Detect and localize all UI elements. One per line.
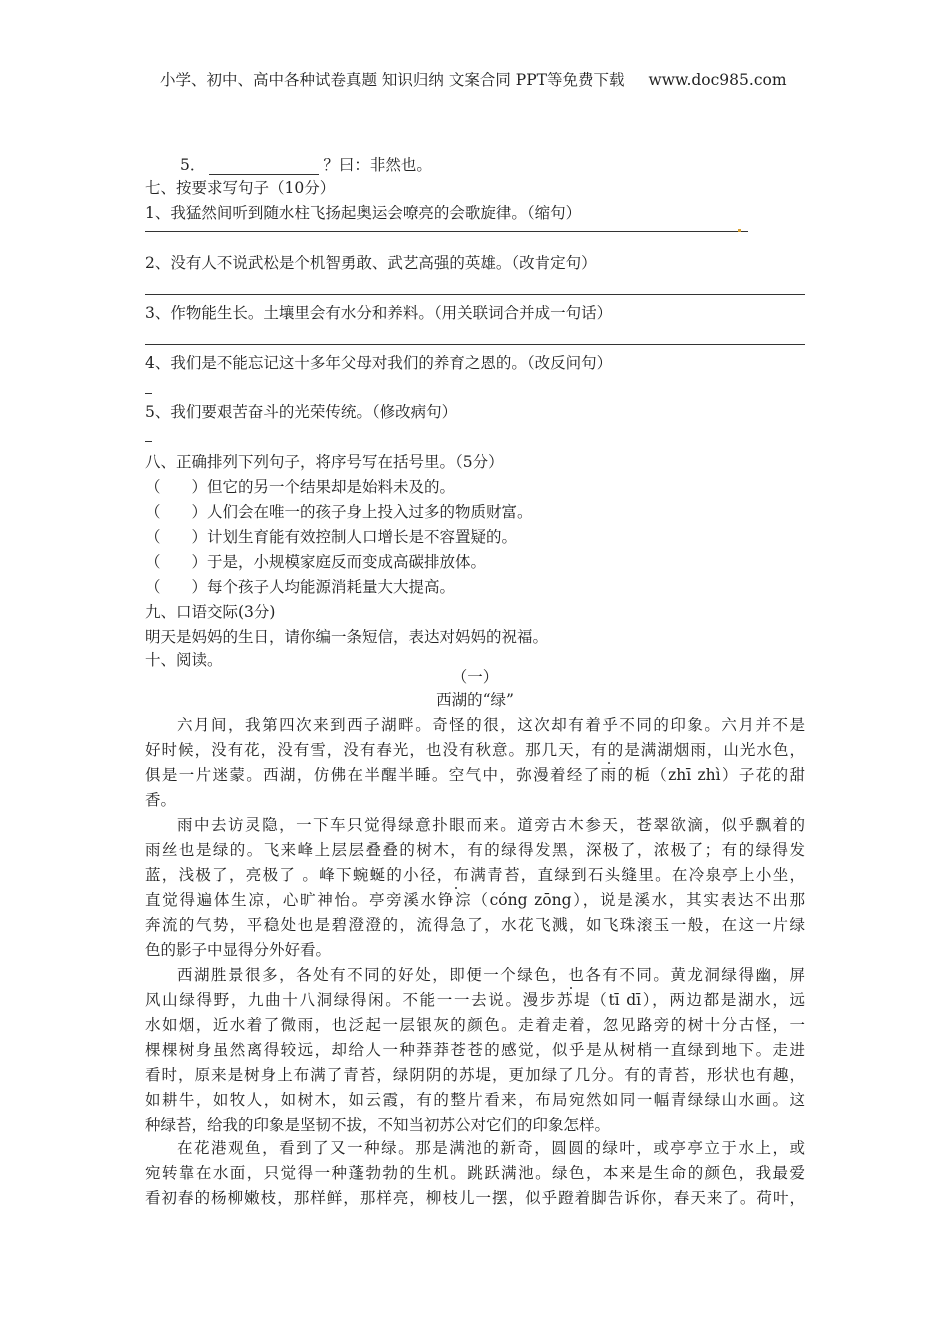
answer-line[interactable] (145, 393, 152, 394)
text-line: 棵棵树身虽然离得较远，却给人一种莽莽苍苍的感觉，似乎是从树梢一直绿到地下。走进 (145, 1041, 805, 1059)
section-7-title: 七、按要求写句子（10分） (145, 179, 336, 197)
s8-item-text: 但它的另一个结果却是始料未及的。 (207, 478, 456, 496)
text-line: 六月间，我第四次来到西子湖畔。奇怪的很，这次却有着乎不同的印象。六月并不是 (177, 716, 805, 734)
text-line: 雨丝也是绿的。飞来峰上层层叠叠的树木，有的绿得发黑，深极了，浓极了；有的绿得发 (145, 841, 805, 859)
s8-item (145, 477, 455, 497)
text-line: 雨中去访灵隐，一下车只觉得绿意扑眼而来。道旁古木参天，苍翠欲滴，似乎飘着的 (177, 816, 805, 834)
answer-bracket[interactable]: （ ） (145, 478, 208, 496)
text-line: 奔流的气势，平稳处也是碧澄澄的，流得急了，水花飞溅，如飞珠滚玉一般，在这一片绿 (145, 916, 805, 934)
answer-line[interactable] (145, 344, 805, 345)
text-line: 蓝，浅极了，亮极了 。峰下蜿蜒的小径，布满青苔，直绿到石头缝里。在冷泉亭上小坐， (145, 866, 805, 884)
emphasis-dot (608, 762, 610, 764)
text-line: 看初春的杨柳嫩枝，那样鲜，那样亮，柳枝儿一摆，似乎蹬着脚告诉你，春天来了。荷叶， (145, 1189, 805, 1207)
s8-item-text: 人们会在唯一的孩子身上投入过多的物质财富。 (207, 503, 533, 521)
text-line: 在花港观鱼，看到了又一种绿。那是满池的新奇，圆圆的绿叶，或亭亭立于水上，或 (177, 1139, 805, 1157)
answer-bracket[interactable]: （ ） (145, 553, 208, 571)
page-header (160, 70, 787, 90)
s7-item: 4、我们是不能忘记这十多年父母对我们的养育之恩的。（改反问句） (145, 354, 613, 372)
q-text: ？曰：非然也。 (323, 156, 432, 174)
answer-line[interactable] (145, 231, 748, 232)
question-5 (180, 155, 432, 175)
text-line: 宛转靠在水面，只觉得一种蓬勃勃的生机。跳跃满池。绿色，本来是生命的颜色，我最爱 (145, 1164, 805, 1182)
s8-item-text: 每个孩子人均能源消耗量大大提高。 (207, 578, 456, 596)
section-8-title: 八、正确排列下列句子，将序号写在括号里。（5分） (145, 453, 504, 471)
part-label: （一） (451, 668, 499, 686)
text-line: 西湖胜景很多，各处有不同的好处，即便一个绿色，也各有不同。黄龙洞绿得幽，屏 (177, 966, 805, 984)
section-10-title: 十、阅读。 (145, 651, 223, 669)
text-line: 俱是一片迷蒙。西湖，仿佛在半醒半睡。空气中，弥漫着经了雨的栀（zhī zhì）子花的甜 (145, 766, 805, 784)
text-line: 风山绿得野，九曲十八洞绿得闲。不能一一去说。漫步苏堤（tī dī），两边都是湖水，远 (145, 991, 805, 1009)
text-line: 看时，原来是树身上布满了青苔，绿阴阴的苏堤，更加绿了几分。有的青苔，形状也有趣， (145, 1066, 805, 1084)
s8-item (145, 552, 486, 572)
section-9-title: 九、口语交际(3分) (145, 603, 276, 621)
answer-line[interactable] (145, 294, 805, 295)
text-line: 好时候，没有花，没有雪，没有春光，也没有秋意。那几天，有的是满湖烟雨，山光水色， (145, 741, 805, 759)
s7-item: 2、没有人不说武松是个机智勇敢、武艺高强的英雄。（改肯定句） (145, 254, 597, 272)
text-line: 色的影子中显得分外好看。 (145, 941, 332, 959)
answer-line[interactable] (145, 441, 152, 442)
answer-bracket[interactable]: （ ） (145, 578, 208, 596)
answer-bracket[interactable]: （ ） (145, 503, 208, 521)
emphasis-dot (570, 987, 572, 989)
s7-item: 3、作物能生长。土壤里会有水分和养料。（用关联词合并成一句话） (145, 304, 613, 322)
s8-item (145, 502, 533, 522)
text-line: 香。 (145, 791, 177, 809)
s8-item (145, 527, 517, 547)
s8-item (145, 577, 455, 597)
s7-item: 5、我们要艰苦奋斗的光荣传统。（修改病句） (145, 403, 458, 421)
essay-title: 西湖的“绿” (436, 691, 514, 709)
q-num: 5． (180, 156, 206, 174)
s9-prompt: 明天是妈妈的生日，请你编一条短信，表达对妈妈的祝福。 (145, 628, 549, 646)
s8-item-text: 于是，小规模家庭反而变成高碳排放体。 (207, 553, 487, 571)
text-line: 水如烟，近水着了微雨，也泛起一层银灰的颜色。走着走着，忽见路旁的树十分古怪，一 (145, 1016, 805, 1034)
emphasis-dot (455, 887, 457, 889)
s8-item-text: 计划生育能有效控制人口增长是不容置疑的。 (207, 528, 518, 546)
mark (738, 229, 741, 232)
s7-item: 1、我猛然间听到随水柱飞扬起奥运会嘹亮的会歌旋律。（缩句） (145, 204, 582, 222)
header-url: www.doc985.com (648, 71, 787, 89)
text-line: 种绿苔，给我的印象是坚韧不拔，不知当初苏公对它们的印象怎样。 (145, 1116, 611, 1134)
header-text: 小学、初中、高中各种试卷真题 知识归纳 文案合同 PPT等免费下载 (160, 71, 625, 89)
text-line: 直觉得遍体生凉，心旷神怡。亭旁溪水铮淙（cóng zōng），说是溪水，其实表达不出那 (145, 891, 805, 909)
answer-bracket[interactable]: （ ） (145, 528, 208, 546)
text-line: 如耕牛，如牧人，如树木，如云霞，有的整片看来，布局宛然如同一幅青绿绿山水画。这 (145, 1091, 805, 1109)
answer-blank[interactable] (209, 160, 319, 175)
